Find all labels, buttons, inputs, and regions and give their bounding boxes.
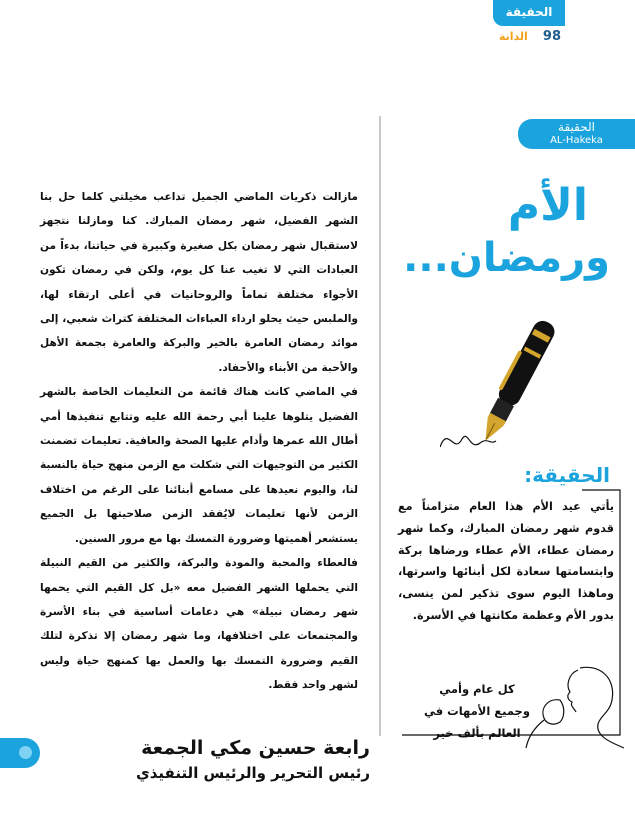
- wish-line-2: وجميع الأمهات في: [424, 704, 530, 718]
- section-label-english: AL-Hakeka: [550, 135, 603, 146]
- article-title: [400, 180, 610, 284]
- page-marker-dot: [19, 746, 32, 759]
- article-paragraph-1: مازالت ذكريات الماضي الجميل تداعب مخيلتي كلما حل بنا الشهر الفضيل، شهر رمضان المبارك. كنا ومازلنا نتجهز لاستقبال شهر رمضان بكل صغيرة وكبيرة في حياتنا، بدءاً من العبادات التي لا تغيب عنا كل يوم، ولكن في رمضان تكون الأجواء مختلفة تماماً والروحانيات في أعلى ارتقاء لها، والملبس حيث يحلو ارداء العباءات المختلفة كتراث شعبي، إلى موائد رمضان العامرة بالخير والبركة والعامرة بجمعة الأهل والأحبة من الأبناء والأحفاد.: [40, 191, 358, 374]
- title-line-1: الأم: [507, 180, 588, 231]
- column-divider: [379, 116, 381, 736]
- section-label: [518, 119, 635, 149]
- article-paragraph-2: في الماضي كانت هناك قائمة من التعليمات الخاصة بالشهر الفضيل يتلوها علينا أبي رحمة الله عليه وتتابع تنفيذها أمي أطال الله عمرها وأدام عليها الصحة والعافية. تعليمات تضمنت الكثير من التوجيهات التي شكلت مع الزمن منهج حياة بالنسبة لنا، واليوم نعيدها على مسامع أبنائنا على الرغم من اختلاف الزمن لأنها تعليمات لايُفقد الزمن صلاحيتها بل الجميع يستشعر أهميتها وضرورة التمسك بها مع مرور السنين.: [40, 386, 358, 545]
- box-text: يأتي عيد الأم هذا العام متزامناً مع قدوم شهر رمضان المبارك، وكما شهر رمضان عطاء، الأم عطاء ورضاها بركة وابتسامتها سعادة لكل أبنائها واسرتها، وماهذا اليوم سوى تذكير لمن ينسى، بدور الأم وعظمة مكانتها في الأسرة.: [398, 500, 614, 622]
- page-number: 98: [542, 29, 561, 44]
- section-label-arabic: الحقيقة: [558, 120, 595, 134]
- author-signature: [70, 735, 370, 785]
- title-line-2: ورمضان...: [403, 235, 610, 281]
- header-section-name: الحقيقة: [493, 0, 565, 26]
- wish-line-3: العالم بألف خير: [433, 726, 521, 740]
- author-name: رابعة حسين مكي الجمعة: [141, 737, 370, 759]
- magazine-header-tab: [493, 0, 565, 48]
- wish-line-1: كل عام وأمي: [439, 682, 515, 696]
- box-heading: الحقيقة:: [524, 463, 610, 487]
- magazine-logo: الدانة: [499, 30, 528, 43]
- article-body: [40, 185, 358, 698]
- mother-child-silhouette-icon: [520, 660, 625, 750]
- fountain-pen-icon: [440, 305, 600, 455]
- article-paragraph-3: فالعطاء والمحبة والمودة والبركة، والكثير من القيم النبيلة التي يحملها الشهر الفضيل معه «بل كل القيم التي يحمها شهر رمضان نبيلة» هي دعامات أساسية في بناء الأسرة والمجتمعات على اختلافها، وما شهر رمضان إلا تذكرة لتلك القيم وضرورة التمسك بها والعمل بها كمنهج حياة وليس لشهر واحد فقط.: [40, 557, 358, 692]
- author-role: رئيس التحرير والرئيس التنفيذي: [135, 764, 370, 782]
- page-marker: [0, 738, 40, 768]
